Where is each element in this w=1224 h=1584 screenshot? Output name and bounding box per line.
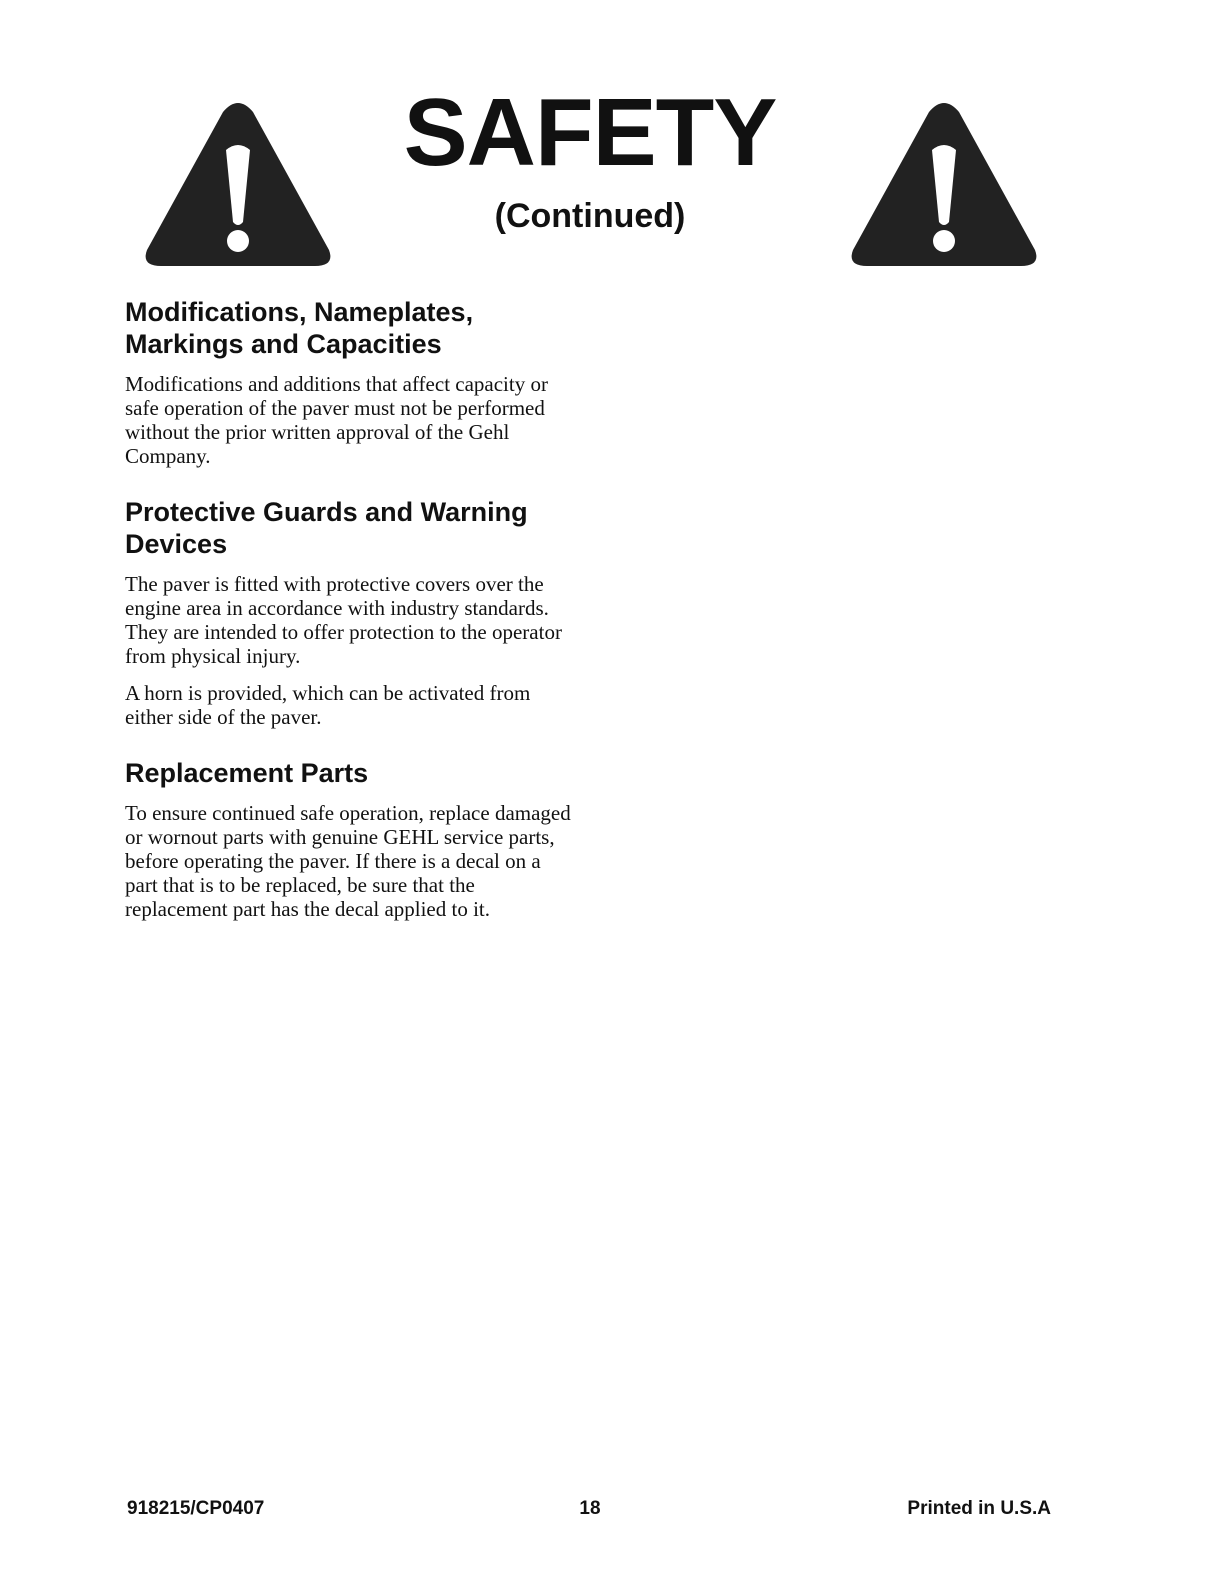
section-modifications <box>125 296 575 468</box>
section-protective-guards <box>125 496 575 729</box>
section-heading: Modifications, Nameplates, Markings and Capacities <box>125 297 474 359</box>
warning-triangle-icon <box>849 100 1039 268</box>
section-paragraph: To ensure continued safe operation, replace damaged or wornout parts with genuine GEHL service parts, before operating the paver. If there is a decal on a part that is to be replaced, be sure that the replacement part has the decal applied to it. <box>125 801 571 921</box>
section-paragraph: A horn is provided, which can be activated from either side of the paver. <box>125 681 531 729</box>
section-heading: Protective Guards and Warning Devices <box>125 497 528 559</box>
section-heading: Replacement Parts <box>125 758 369 788</box>
page-subtitle: (Continued) <box>494 197 686 235</box>
footer-printed-in: Printed in U.S.A <box>907 1498 1051 1519</box>
content-column <box>125 296 575 949</box>
section-paragraph: The paver is fitted with protective covers over the engine area in accordance with industry standards. They are intended to offer protection to the operator from physical injury. <box>125 572 562 668</box>
section-paragraph: Modifications and additions that affect capacity or safe operation of the paver must not be performed without the prior written approval of the Gehl Company. <box>125 372 548 468</box>
page-title: SAFETY <box>403 79 777 186</box>
section-replacement-parts <box>125 757 575 921</box>
footer-doc-number: 918215/CP0407 <box>127 1498 265 1519</box>
footer-page-number: 18 <box>579 1498 601 1519</box>
